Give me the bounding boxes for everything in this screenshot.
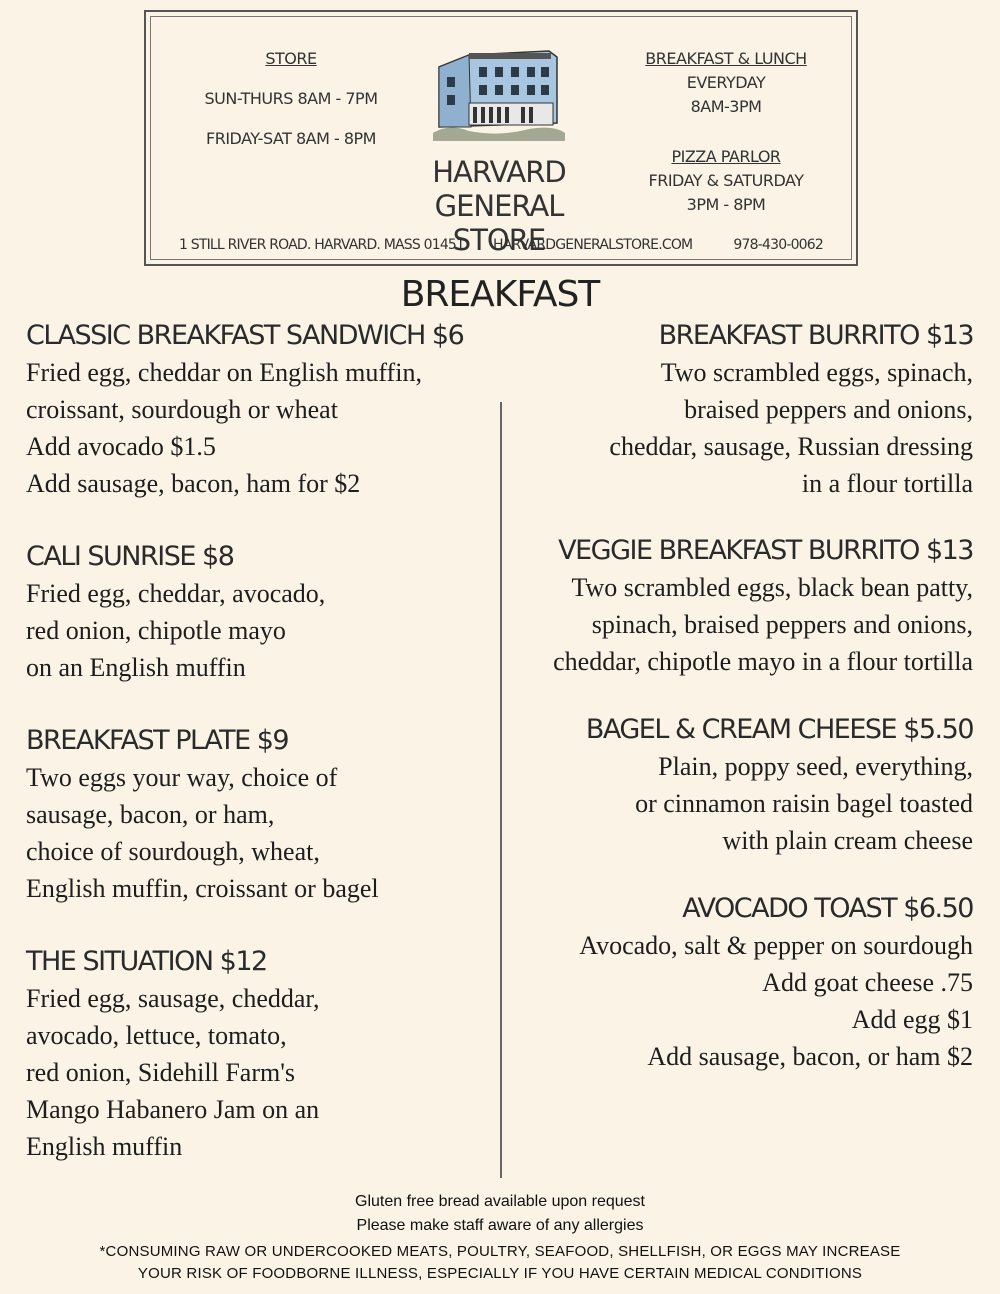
allergy-note: Please make staff aware of any allergies (356, 1217, 644, 1234)
menu-item-title: THE SITUATION $12 (26, 946, 267, 977)
menu-item (503, 891, 973, 1075)
header-inner-border (150, 16, 852, 260)
menu-item-desc-line: Plain, poppy seed, everything, (658, 752, 973, 781)
menu-item-title: CLASSIC BREAKFAST SANDWICH $6 (26, 320, 464, 351)
section-title: BREAKFAST (400, 274, 600, 315)
menu-item-desc-line: English muffin, croissant or bagel (26, 874, 379, 903)
menu-item-desc-line: red onion, Sidehill Farm's (26, 1058, 296, 1087)
pizza-parlor-label: PIZZA PARLOR (671, 147, 781, 166)
menu-item-desc-line: red onion, chipotle mayo (26, 616, 286, 645)
menu-item (503, 318, 973, 502)
menu-item-desc-line: Mango Habanero Jam on an (26, 1095, 320, 1124)
breakfast-lunch-hours: 8AM-3PM (690, 97, 762, 116)
breakfast-lunch-label: BREAKFAST & LUNCH (645, 49, 807, 68)
menu-item-desc-line: Fried egg, cheddar, avocado, (26, 579, 326, 608)
menu-item (26, 539, 496, 686)
health-warning (0, 1241, 1000, 1285)
menu-item (503, 533, 973, 680)
menu-item-desc-line: Fried egg, sausage, cheddar, (26, 984, 320, 1013)
menu-item-title: VEGGIE BREAKFAST BURRITO $13 (558, 535, 973, 566)
menu-item-desc-line: cheddar, chipotle mayo in a flour tortilla (553, 647, 973, 676)
menu-item-desc-line: Fried egg, cheddar on English muffin, (26, 358, 422, 387)
breakfast-lunch-days: EVERYDAY (686, 73, 766, 92)
menu-item-desc-line: on an English muffin (26, 653, 246, 682)
store-hours-weekday: SUN-THURS 8AM - 7PM (204, 89, 378, 108)
menu-item-title: BREAKFAST BURRITO $13 (658, 320, 973, 351)
store-building-icon (429, 37, 569, 155)
menu-item-desc-line: Two scrambled eggs, black bean patty, (571, 573, 973, 602)
store-logo (429, 37, 569, 257)
menu-item-desc-line: spinach, braised peppers and onions, (591, 610, 973, 639)
health-warning-line-1: *CONSUMING RAW OR UNDERCOOKED MEATS, POULTRY, SEAFOOD, SHELLFISH, OR EGGS MAY INCREASE (99, 1243, 901, 1260)
menu-item-desc-line: cheddar, sausage, Russian dressing (609, 432, 973, 461)
menu-item-desc-line: braised peppers and onions, (684, 395, 973, 424)
store-hours-block (171, 47, 411, 151)
menu-item (26, 723, 496, 907)
store-label: STORE (265, 49, 317, 68)
menu-item (503, 712, 973, 859)
menu-item-desc-line: Add goat cheese .75 (762, 968, 973, 997)
breakfast-lunch-hours-block (621, 47, 831, 119)
pizza-parlor-hours: 3PM - 8PM (686, 195, 766, 214)
menu-item-desc-line: with plain cream cheese (722, 826, 973, 855)
menu-item-desc-line: Add sausage, bacon, ham for $2 (26, 469, 361, 498)
pizza-parlor-days: FRIDAY & SATURDAY (648, 171, 804, 190)
menu-item-desc-line: English muffin (26, 1132, 183, 1161)
menu-item-desc-line: Two eggs your way, choice of (26, 763, 338, 792)
menu-item-desc-line: choice of sourdough, wheat, (26, 837, 320, 866)
menu-item-desc-line: Avocado, salt & pepper on sourdough (579, 931, 973, 960)
menu-item-desc-line: croissant, sourdough or wheat (26, 395, 338, 424)
menu-item-title: BREAKFAST PLATE $9 (26, 725, 289, 756)
menu-item-desc-line: or cinnamon raisin bagel toasted (635, 789, 973, 818)
menu-item-title: CALI SUNRISE $8 (26, 541, 234, 572)
allergy-notes (0, 1190, 1000, 1238)
store-name-line-2: GENERAL (434, 189, 564, 223)
menu-item-desc-line: sausage, bacon, or ham, (26, 800, 275, 829)
store-hours-weekend: FRIDAY-SAT 8AM - 8PM (206, 129, 376, 148)
store-name-line-1: HARVARD (432, 155, 566, 189)
pizza-parlor-hours-block (621, 145, 831, 217)
menu-item-desc-line: Add sausage, bacon, or ham $2 (647, 1042, 973, 1071)
store-phone: 978-430-0062 (733, 237, 823, 253)
store-address: 1 STILL RIVER ROAD. HARVARD. MASS 01451 (179, 237, 465, 253)
menu-item (26, 944, 496, 1165)
column-divider (500, 402, 502, 1178)
menu-item (26, 318, 496, 502)
menu-item-desc-line: in a flour tortilla (801, 469, 973, 498)
menu-item-desc-line: avocado, lettuce, tomato, (26, 1021, 287, 1050)
menu-item-desc-line: Add avocado $1.5 (26, 432, 216, 461)
menu-item-title: AVOCADO TOAST $6.50 (682, 893, 973, 924)
menu-item-desc-line: Two scrambled eggs, spinach, (660, 358, 973, 387)
store-info-header (144, 10, 858, 266)
menu-item-title: BAGEL & CREAM CHEESE $5.50 (585, 714, 973, 745)
store-name-line-3: STORE (452, 223, 546, 257)
gluten-free-note: Gluten free bread available upon request (355, 1193, 645, 1210)
menu-item-desc-line: Add egg $1 (851, 1005, 973, 1034)
health-warning-line-2: YOUR RISK OF FOODBORNE ILLNESS, ESPECIALLY IF YOU HAVE CERTAIN MEDICAL CONDITIONS (137, 1265, 863, 1282)
store-website: HARVARDGENERALSTORE.COM (493, 237, 693, 253)
